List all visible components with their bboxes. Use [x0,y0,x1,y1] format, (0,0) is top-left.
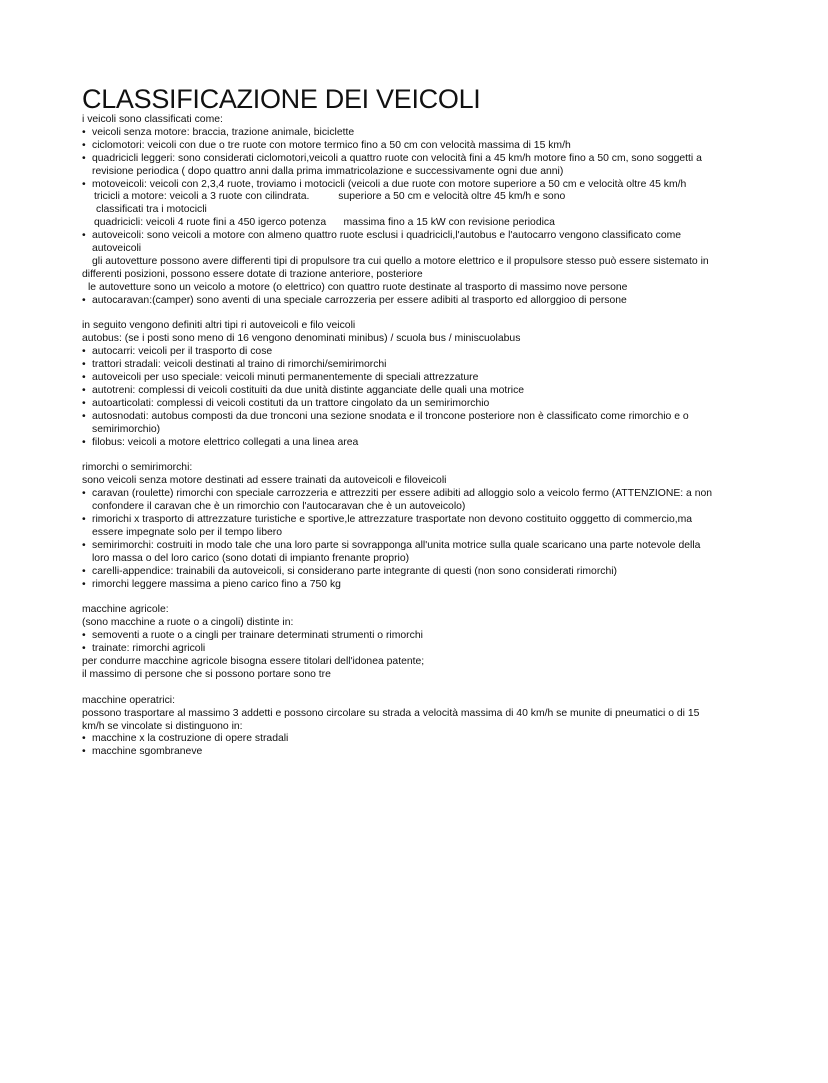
paragraph-line: sono veicoli senza motore destinati ad essere trainati da autoveicoli e filoveicoli [82,475,447,487]
list-item: • macchine x la costruzione di opere stradali [82,733,747,746]
spacer [82,682,747,695]
list-item-continuation: semirimorchio) [92,423,161,435]
paragraph-line: per condurre macchine agricole bisogna essere titolari dell'idonea patente; [82,656,425,668]
section-trailers [82,462,747,591]
list-item: • caravan (roulette) rimorchi con speciale carrozzeria e attrezziti per essere adibiti ad alloggio solo a veicolo fermo (ATTENZIONE: a non [82,488,747,501]
list-item-continuation: quadricicli: veicoli 4 ruote fini a 450 igerco potenza massima fino a 15 kW con revisione periodica [94,217,555,229]
list-item: • autoarticolati: complessi di veicoli costituti da un trattore cingolato da un semirimorchio [82,398,747,411]
list-item: • autoveicoli per uso speciale: veicoli minuti permanentemente di speciali attrezzature [82,372,747,385]
section-agricultural [82,604,747,681]
paragraph-line: km/h se vincolate si distinguono in: [82,720,243,732]
list-item: • semirimorchi: costruiti in modo tale che una loro parte si sovrapponga all'unita motrice sulla quale scaricano una parte notevole della [82,540,747,553]
spacer [82,450,747,463]
spacer [82,308,747,321]
list-item: • autocarri: veicoli per il trasporto di cose [82,346,747,359]
list-item: • motoveicoli: veicoli con 2,3,4 ruote, troviamo i motocicli (veicoli a due ruote con motore superiore a 50 cm e velocità oltre 45 km/h [82,179,747,192]
list-item: • autosnodati: autobus composti da due tronconi una sezione snodata e il troncone posteriore non è classificato come rimorchio e o [82,411,747,424]
list-item: • quadricicli leggeri: sono considerati ciclomotori,veicoli a quattro ruote con velocità fini a 45 km/h motore fino a 50 cm, sono soggetti a [82,153,747,166]
list-item: • veicoli senza motore: braccia, trazione animale, biciclette [82,127,747,140]
list-item: • ciclomotori: veicoli con due o tre ruote con motore termico fino a 50 cm con velocità massima di 15 km/h [82,140,747,153]
list-item-continuation: revisione periodica ( dopo quattro anni dalla prima immatricolazione e successivamente ogni due anni) [92,165,564,177]
paragraph-line: autobus: (se i posti sono meno di 16 vengono denominati minibus) / scuola bus / miniscuolabus [82,333,521,345]
list-item: • autocaravan:(camper) sono aventi di una speciale carrozzeria per essere adibiti al trasporto ed allorggioo di persone [82,295,747,308]
list-item: • trainate: rimorchi agricoli [82,643,747,656]
list-item-continuation: classificati tra i motocicli [96,204,207,216]
list-item: • carelli-appendice: trainabili da autoveicoli, si considerano parte integrante di questi (non sono considerati rimorchi) [82,566,747,579]
list-item: • autoveicoli: sono veicoli a motore con almeno quattro ruote esclusi i quadricicli,l'autobus e l'autocarro vengono classificato come [82,230,747,243]
list-item: • macchine sgombraneve [82,746,747,759]
list-item: • semoventi a ruote o a cingli per trainare determinati strumenti o rimorchi [82,630,747,643]
list-item: • trattori stradali: veicoli destinati al traino di rimorchi/semirimorchi [82,359,747,372]
section-operating-machines [82,695,747,760]
list-item-continuation: autoveicoli [92,243,142,255]
paragraph-line: (sono macchine a ruote o a cingoli) distinte in: [82,617,294,629]
section-classification [82,114,747,308]
section-heading: macchine operatrici: [82,694,175,706]
list-item: • autotreni: complessi di veicoli costituiti da due unità distinte agganciate delle quali una motrice [82,385,747,398]
paragraph-line: differenti posizioni, possono essere dotate di trazione anteriore, posteriore [82,268,423,280]
list-item-continuation: tricicli a motore: veicoli a 3 ruote con cilindrata. superiore a 50 cm e velocità oltre 45 km/h e sono [94,191,566,203]
section-heading: macchine agricole: [82,604,169,616]
paragraph-line: possono trasportare al massimo 3 addetti e possono circolare su strada a velocità massima di 40 km/h se munite di pneumatici o di 15 [82,707,700,719]
paragraph-line: gli autovetture possono avere differenti tipi di propulsore tra cui quello a motore elettrico e il propulsore stesso può essere sistemato in [92,255,709,267]
page-title: CLASSIFICAZIONE DEI VEICOLI [82,84,481,114]
section-intro: i veicoli sono classificati come: [82,114,223,125]
section-intro: in seguito vengono definiti altri tipi ri autoveicoli e filo veicoli [82,320,356,332]
paragraph-line: le autovetture sono un veicolo a motore (o elettrico) con quattro ruote destinate al trasporto di massimo nove persone [88,281,628,293]
list-item: • rimorchi leggere massima a pieno carico fino a 750 kg [82,579,747,592]
paragraph-line: il massimo di persone che si possono portare sono tre [82,668,331,680]
section-heading: rimorchi o semirimorchi: [82,462,193,474]
list-item-continuation: essere impegnate solo per il tempo libero [92,526,283,538]
list-item-continuation: confondere il caravan che è un rimorchio con l'autocaravan che è un autoveicolo) [92,501,466,513]
list-item: • rimorichi x trasporto di attrezzature turistiche e sportive,le attrezzature trasportate non devono costituito ogggetto di commercio,ma [82,514,747,527]
spacer [82,592,747,605]
list-item-continuation: loro massa o del loro carico (sono dotati di impianto frenante proprio) [92,552,410,564]
section-other-vehicles [82,320,747,449]
list-item: • filobus: veicoli a motore elettrico collegati a una linea area [82,437,747,450]
document-page [82,84,747,759]
